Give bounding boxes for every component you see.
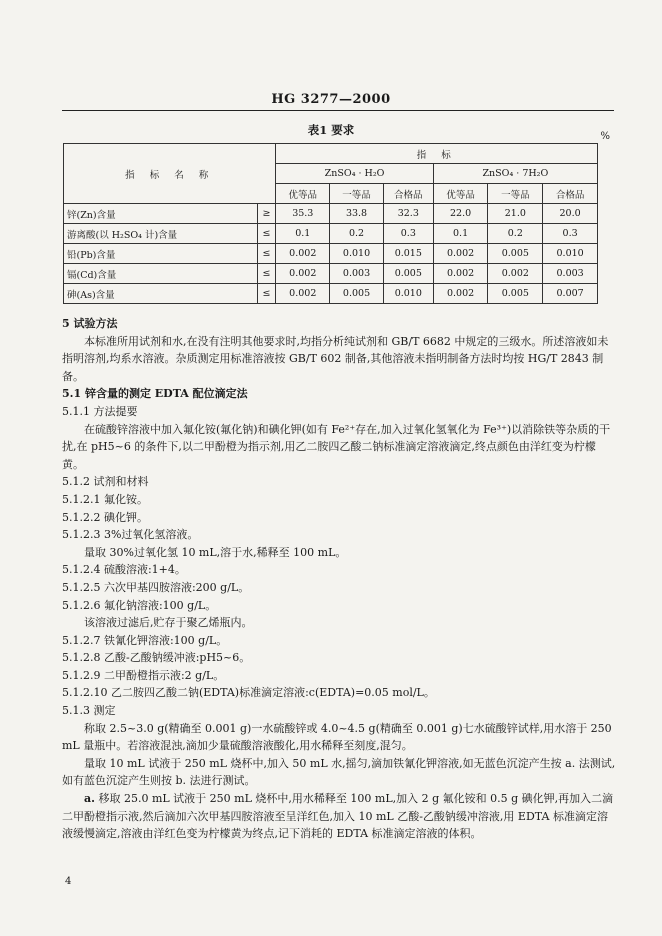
paragraph: 在硫酸锌溶液中加入氟化铵(氟化钠)和碘化钾(如有 Fe²⁺存在,加入过氧化氢氧化为 Fe³⁺)以消除铁等杂质的干扰,在 pH5~6 的条件下,以二甲酚橙为指示剂,用乙二胺四乙酸二钠标准滴定溶液滴定,终点颜色由洋红变为柠檬黄。 <box>62 422 611 471</box>
row-name: 砷(As)含量 <box>64 284 258 304</box>
row-name: 锌(Zn)含量 <box>64 204 258 224</box>
paragraph: 该溶液过滤后,贮存于聚乙烯瓶内。 <box>84 616 253 630</box>
list-item: 5.1.2.9 二甲酚橙指示液:2 g/L。 <box>62 668 225 682</box>
table-cell: 0.005 <box>488 244 543 264</box>
paragraph: 量取 10 mL 试液于 250 mL 烧杯中,加入 50 mL 水,摇匀,滴加铁氰化钾溶液,如无蓝色沉淀产生按 a. 法测试,如有蓝色沉淀产生则按 b. 法进行测试。 <box>62 756 616 788</box>
table-cell: 20.0 <box>543 204 598 224</box>
group-header: ZnSO₄ · 7H₂O <box>433 164 597 184</box>
table-row <box>64 204 598 224</box>
paragraph: 称取 2.5~3.0 g(精确至 0.001 g)一水硫酸锌或 4.0~4.5 g(精确至 0.001 g)七水硫酸锌试样,用水溶于 250 mL 量瓶中。若溶液混浊,滴加少量硫酸溶液酸化,用水稀释至刻度,混匀。 <box>62 721 612 753</box>
table-caption: 表1 要求 <box>307 123 355 137</box>
table-cell: 0.002 <box>433 264 488 284</box>
table-cell: 22.0 <box>433 204 488 224</box>
grade-header: 合格品 <box>383 184 433 204</box>
table-cell: 0.003 <box>543 264 598 284</box>
table-cell: 0.2 <box>330 224 384 244</box>
clause-heading: 5.1.3 测定 <box>62 704 116 718</box>
table-cell: 0.002 <box>488 264 543 284</box>
table-cell: 0.002 <box>276 264 330 284</box>
table-cell: 0.2 <box>488 224 543 244</box>
table-cell: 0.002 <box>276 284 330 304</box>
table-cell: 0.005 <box>488 284 543 304</box>
list-item: 5.1.2.4 硫酸溶液:1+4。 <box>62 563 186 577</box>
requirements-table <box>63 143 598 304</box>
table-cell: 0.1 <box>276 224 330 244</box>
standard-header: HG 3277—2000 <box>271 92 391 107</box>
row-name: 游离酸(以 H₂SO₄ 计)含量 <box>64 224 258 244</box>
group-header: ZnSO₄ · H₂O <box>276 164 433 184</box>
row-name: 铅(Pb)含量 <box>64 244 258 264</box>
row-relation: ≤ <box>257 224 276 244</box>
list-item: 5.1.2.10 乙二胺四乙酸二钠(EDTA)标准滴定溶液:c(EDTA)=0.05 mol/L。 <box>62 686 435 700</box>
list-item: 5.1.2.6 氟化钠溶液:100 g/L。 <box>62 598 217 612</box>
list-item: 5.1.2.8 乙酸-乙酸钠缓冲液:pH5~6。 <box>62 651 251 665</box>
grade-header: 一等品 <box>488 184 543 204</box>
grade-header: 合格品 <box>543 184 598 204</box>
table-cell: 0.002 <box>433 244 488 264</box>
table-cell: 32.3 <box>383 204 433 224</box>
table-cell: 0.007 <box>543 284 598 304</box>
table-cell: 0.015 <box>383 244 433 264</box>
table-row <box>64 264 598 284</box>
item-label: a. <box>84 792 95 806</box>
table-cell: 21.0 <box>488 204 543 224</box>
table-cell: 0.003 <box>330 264 384 284</box>
section-heading: 5.1 锌含量的测定 EDTA 配位滴定法 <box>62 387 248 401</box>
table-cell: 0.3 <box>543 224 598 244</box>
column-header-name: 指 标 名 称 <box>64 144 276 204</box>
grade-header: 优等品 <box>276 184 330 204</box>
table-cell: 0.005 <box>383 264 433 284</box>
page-number: 4 <box>65 876 72 887</box>
table-cell: 35.3 <box>276 204 330 224</box>
list-item: 5.1.2.2 碘化钾。 <box>62 510 148 524</box>
header-rule <box>62 110 614 111</box>
clause-heading: 5.1.1 方法提要 <box>62 404 138 418</box>
list-item: 5.1.2.3 3%过氧化氢溶液。 <box>62 528 199 542</box>
table-row <box>64 284 598 304</box>
grade-header: 一等品 <box>330 184 384 204</box>
clause-heading: 5.1.2 试剂和材料 <box>62 475 149 489</box>
item-text: 移取 25.0 mL 试液于 250 mL 烧杯中,用水稀释至 100 mL,加入 2 g 氟化铵和 0.5 g 碘化钾,再加入二滴二甲酚橙指示液,然后滴加六次甲基四胺溶液至呈洋红色,加入 10 mL 乙酸-乙酸钠缓冲溶液,用 EDTA 标准滴定溶液缓慢滴定,溶液由洋红色变为柠檬黄为终点,记下消耗的 EDTA 标准滴定溶液的体积。 <box>62 792 614 841</box>
row-relation: ≥ <box>257 204 276 224</box>
grade-header: 优等品 <box>433 184 488 204</box>
column-header-index: 指 标 <box>276 144 598 164</box>
list-item: 5.1.2.7 铁氰化钾溶液:100 g/L。 <box>62 633 228 647</box>
row-relation: ≤ <box>257 264 276 284</box>
table-cell: 0.010 <box>543 244 598 264</box>
list-item: 5.1.2.5 六次甲基四胺溶液:200 g/L。 <box>62 580 250 594</box>
table-row <box>64 224 598 244</box>
section-heading: 5 试验方法 <box>62 317 118 330</box>
table-cell: 0.010 <box>330 244 384 264</box>
table-unit: % <box>600 131 610 142</box>
table-cell: 0.002 <box>433 284 488 304</box>
row-relation: ≤ <box>257 284 276 304</box>
paragraph: 本标准所用试剂和水,在没有注明其他要求时,均指分析纯试剂和 GB/T 6682 中规定的三级水。所述溶液如未指明溶剂,均系水溶液。杂质测定用标准溶液按 GB/T 602 制备,其他溶液未指明制备方法时均按 HG/T 2843 制备。 <box>62 334 609 383</box>
table-cell: 0.3 <box>383 224 433 244</box>
row-name: 镉(Cd)含量 <box>64 264 258 284</box>
table-cell: 0.1 <box>433 224 488 244</box>
table-header-row <box>64 144 598 164</box>
paragraph <box>62 790 616 843</box>
table-row <box>64 244 598 264</box>
row-relation: ≤ <box>257 244 276 264</box>
paragraph: 量取 30%过氧化氢 10 mL,溶于水,稀释至 100 mL。 <box>84 545 347 559</box>
list-item: 5.1.2.1 氟化铵。 <box>62 492 148 506</box>
body-text <box>62 315 616 843</box>
table-cell: 0.010 <box>383 284 433 304</box>
table-cell: 0.005 <box>330 284 384 304</box>
table-cell: 33.8 <box>330 204 384 224</box>
table-cell: 0.002 <box>276 244 330 264</box>
